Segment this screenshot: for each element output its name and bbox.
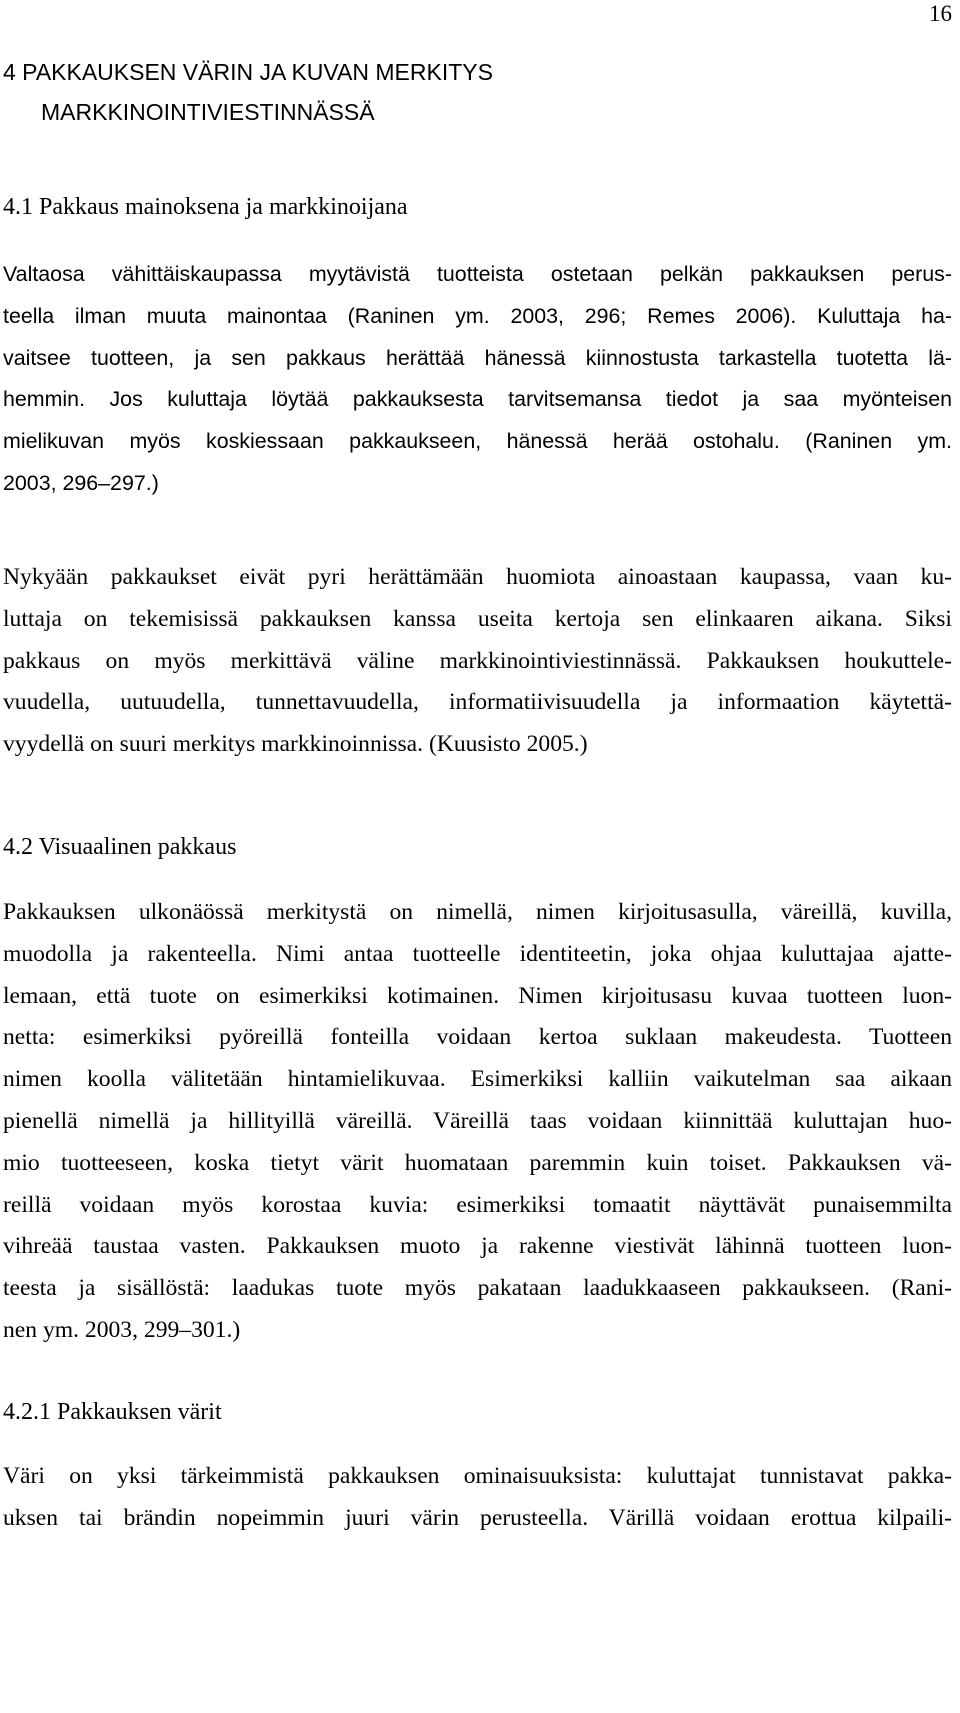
paragraph-line: mio tuotteeseen, koska tietyt värit huomataan paremmin kuin toiset. Pakkauksen vä-: [3, 1149, 952, 1176]
section-4-2-1-paragraph-1: [3, 1456, 952, 1540]
section-4-1-heading: 4.1 Pakkaus mainoksena ja markkinoijana: [3, 194, 408, 220]
chapter-heading-line-2: MARKKINOINTIVIESTINNÄSSÄ: [41, 99, 375, 125]
paragraph-line: 2003, 296–297.): [3, 470, 159, 495]
section-4-1-paragraph-2: [3, 557, 952, 766]
paragraph-line: Väri on yksi tärkeimmistä pakkauksen ominaisuuksista: kuluttajat tunnistavat pakka-: [3, 1463, 952, 1489]
paragraph-line: Nykyään pakkaukset eivät pyri herättämään huomiota ainoastaan kaupassa, vaan ku-: [3, 564, 952, 590]
paragraph-line: Pakkauksen ulkonäössä merkitystä on nimellä, nimen kirjoitusasulla, väreillä, kuvilla,: [3, 899, 952, 925]
paragraph-line: vihreää taustaa vasten. Pakkauksen muoto ja rakenne viestivät lähinnä tuotteen luon-: [3, 1233, 952, 1260]
page-number: 16: [929, 1, 952, 26]
paragraph-line: nen ym. 2003, 299–301.): [3, 1316, 241, 1343]
paragraph-line: uksen tai brändin nopeimmin juuri värin perusteella. Värillä voidaan erottua kilpaili-: [3, 1504, 952, 1531]
paragraph-line: teesta ja sisällöstä: laadukas tuote myös pakataan laadukkaaseen pakkaukseen. (Rani-: [3, 1275, 952, 1302]
paragraph-line: pienellä nimellä ja hillityillä väreillä. Väreillä taas voidaan kiinnittää kuluttajan huo-: [3, 1107, 952, 1134]
section-4-2-heading: 4.2 Visuaalinen pakkaus: [3, 834, 237, 860]
paragraph-line: vyydellä on suuri merkitys markkinoinnissa. (Kuusisto 2005.): [3, 731, 588, 758]
section-4-2-paragraph-1: [3, 892, 952, 1352]
paragraph-line: teella ilman muuta mainontaa (Raninen ym. 2003, 296; Remes 2006). Kuluttaja ha-: [3, 303, 952, 328]
paragraph-line: Valtaosa vähittäiskaupassa myytävistä tuotteista ostetaan pelkän pakkauksen perus-: [3, 262, 952, 286]
paragraph-line: netta: esimerkiksi pyöreillä fonteilla voidaan kertoa suklaan makeudesta. Tuotteen: [3, 1024, 952, 1051]
chapter-heading-line-1: 4 PAKKAUKSEN VÄRIN JA KUVAN MERKITYS: [3, 59, 493, 85]
paragraph-line: hemmin. Jos kuluttaja löytää pakkauksesta tarvitsemansa tiedot ja saa myönteisen: [3, 387, 952, 412]
paragraph-line: lemaan, että tuote on esimerkiksi kotimainen. Nimen kirjoitusasu kuvaa tuotteen luon-: [3, 982, 952, 1009]
paragraph-line: muodolla ja rakenteella. Nimi antaa tuotteelle identiteetin, joka ohjaa kuluttajaa ajatte-: [3, 940, 952, 967]
paragraph-line: nimen koolla välitetään hintamielikuvaa. Esimerkiksi kalliin vaikutelman saa aikaan: [3, 1066, 952, 1093]
paragraph-line: pakkaus on myös merkittävä väline markkinointiviestinnässä. Pakkauksen houkuttele-: [3, 647, 952, 674]
paragraph-line: mielikuvan myös koskiessaan pakkaukseen, hänessä herää ostohalu. (Raninen ym.: [3, 429, 952, 454]
paragraph-line: luttaja on tekemisissä pakkauksen kanssa useita kertoja sen elinkaaren aikana. Siksi: [3, 605, 952, 632]
paragraph-line: reillä voidaan myös korostaa kuvia: esimerkiksi tomaatit näyttävät punaisemmilta: [3, 1191, 952, 1218]
chapter-heading: [3, 52, 903, 132]
paragraph-line: vaitsee tuotteen, ja sen pakkaus herättää hänessä kiinnostusta tarkastella tuotetta lä-: [3, 345, 952, 370]
paragraph-line: vuudella, uutuudella, tunnettavuudella, informatiivisuudella ja informaation käytettä-: [3, 689, 952, 716]
section-4-1-paragraph-1: [3, 254, 952, 505]
section-4-2-1-heading: 4.2.1 Pakkauksen värit: [3, 1399, 222, 1425]
